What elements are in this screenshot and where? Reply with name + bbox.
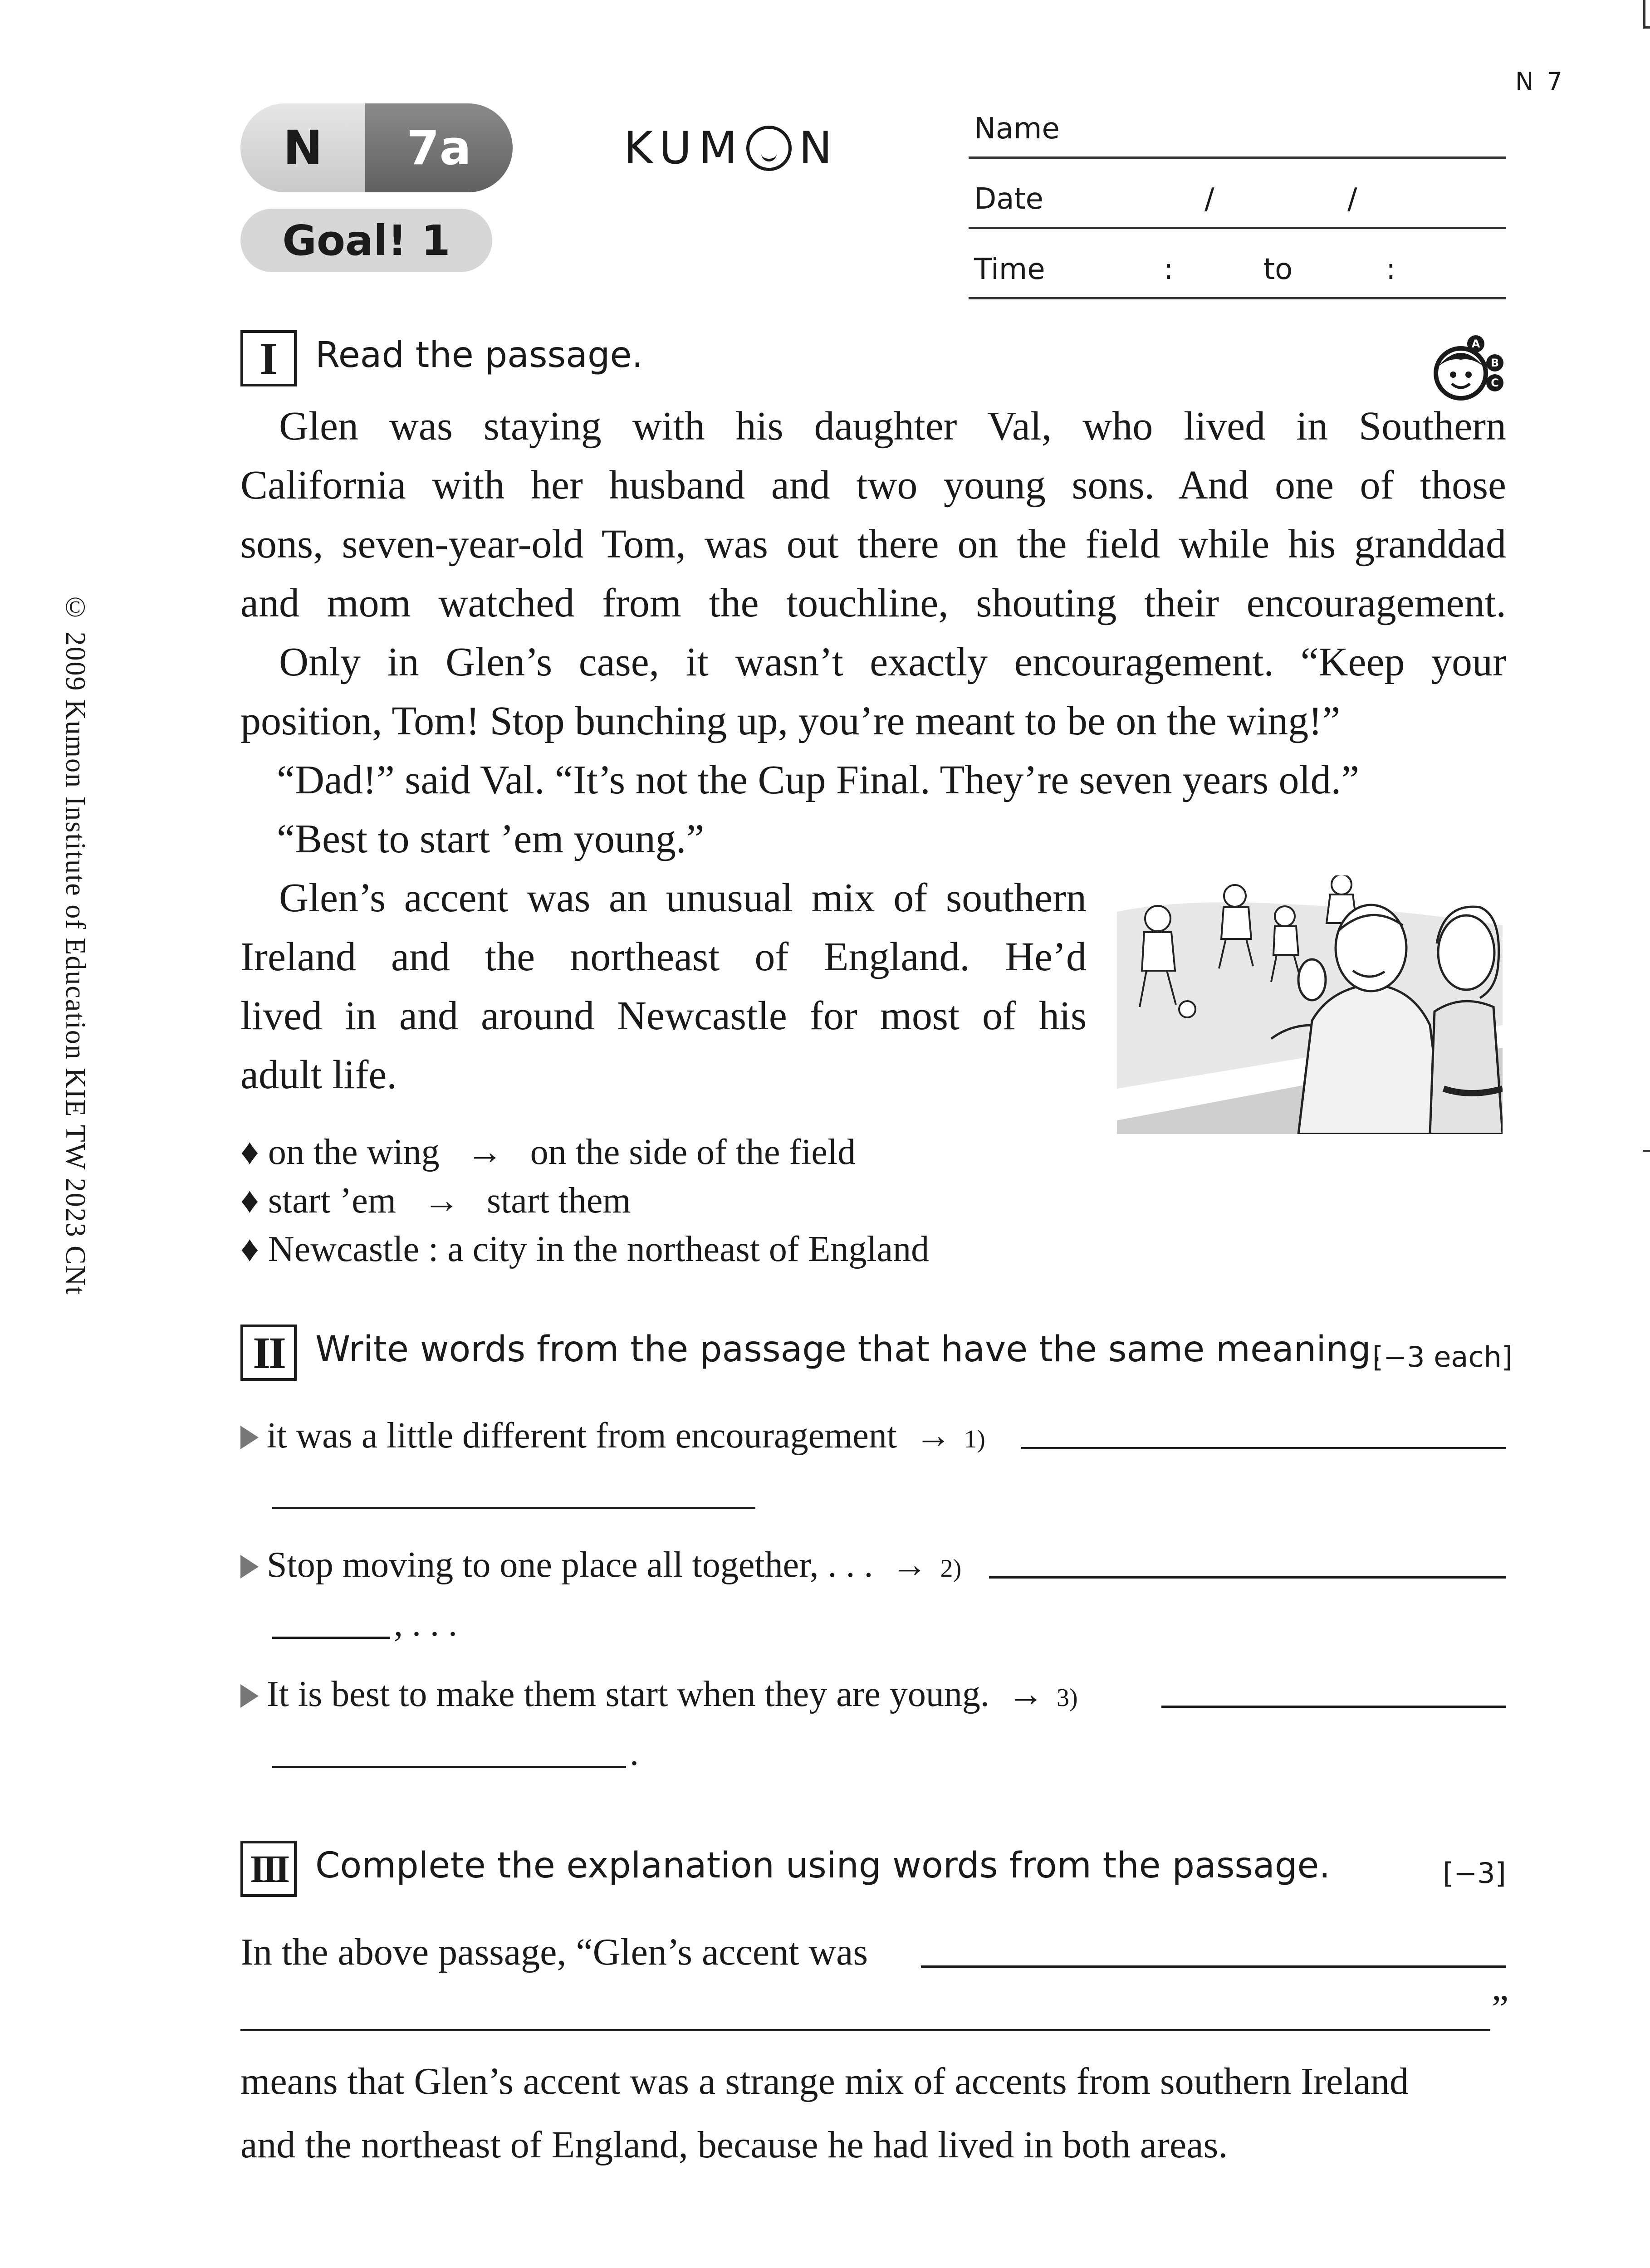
triangle-bullet-icon <box>240 1684 259 1708</box>
answer-number: 1) <box>964 1425 985 1453</box>
section-3-number: III <box>240 1841 297 1897</box>
explanation-blank-a[interactable] <box>921 1965 1506 1968</box>
diamond-bullet-icon: ♦ <box>240 1181 268 1221</box>
passage-line: lived in and around Newcastle for most of his <box>240 993 1087 1038</box>
answer-2-blank-b[interactable] <box>272 1637 390 1639</box>
logo-text-n: N <box>798 122 840 174</box>
icon-letter-a: A <box>1471 337 1480 350</box>
date-field[interactable] <box>969 161 1506 229</box>
glossary-term: on the wing <box>268 1132 440 1172</box>
copyright-notice: © 2009 Kumon Institute of Education KIE TW 2023 CNt <box>60 592 91 1295</box>
edge-mark-top-foot <box>1643 26 1650 29</box>
time-colon: : <box>1164 253 1174 286</box>
section-1-number: I <box>240 330 297 386</box>
passage-line: and mom watched from the touchline, shouting their encouragement. <box>240 581 1506 626</box>
explanation-line: and the northeast of England, because he had lived in both areas. <box>240 2124 1228 2166</box>
question-1-text: it was a little different from encouragement <box>267 1416 897 1456</box>
section-2-title: Write words from the passage that have the same meaning. <box>315 1329 1382 1370</box>
glossary-item <box>240 1180 631 1222</box>
answer-2-tail: , . . . <box>394 1604 457 1644</box>
explanation-line: means that Glen’s accent was a strange mix of accents from southern Ireland <box>240 2060 1409 2102</box>
name-label: Name <box>974 112 1060 146</box>
section-3-points: [−3] <box>1443 1857 1506 1890</box>
soccer-spectators-illustration <box>1117 875 1503 1134</box>
glossary-item <box>240 1132 856 1173</box>
arrow-icon: → <box>1007 1674 1044 1714</box>
diamond-bullet-icon: ♦ <box>240 1132 268 1172</box>
level-number: 7a <box>365 103 513 192</box>
answer-3-blank-a[interactable] <box>1161 1706 1506 1708</box>
passage-line: Ireland and the northeast of England. He’d <box>240 934 1087 979</box>
logo-text-kum: KUM <box>624 122 744 174</box>
glossary-term: Newcastle : a city in the northeast of England <box>268 1229 930 1269</box>
passage-line: Glen was staying with his daughter Val, who lived in Southern <box>279 404 1506 449</box>
glossary-term: start ’em <box>268 1181 396 1221</box>
date-separator: / <box>1347 182 1357 216</box>
passage-line: California with her husband and two young sons. And one of those <box>240 463 1506 508</box>
question-3-text: It is best to make them start when they are young. <box>267 1674 989 1714</box>
goal-badge: Goal! 1 <box>240 209 492 272</box>
kumon-logo <box>624 119 839 178</box>
answer-2-blank-a[interactable] <box>989 1576 1506 1579</box>
passage-line: Glen’s accent was an unusual mix of southern <box>279 875 1087 920</box>
answer-number: 3) <box>1056 1684 1078 1712</box>
glossary-meaning: start them <box>486 1181 631 1221</box>
arrow-icon: → <box>915 1416 952 1456</box>
icon-letter-b: B <box>1490 357 1499 369</box>
arrow-icon: → <box>423 1181 460 1221</box>
passage-line: “Best to start ’em young.” <box>277 816 705 861</box>
time-label: Time <box>974 253 1045 286</box>
section-3-title: Complete the explanation using words from the passage. <box>315 1845 1331 1886</box>
time-field[interactable] <box>969 231 1506 299</box>
section-1-title: Read the passage. <box>315 335 643 376</box>
time-to-label: to <box>1263 253 1293 286</box>
question-1 <box>240 1415 985 1457</box>
answer-3-tail: . <box>630 1733 639 1773</box>
logo-face-icon <box>746 126 792 171</box>
answer-3-blank-b[interactable] <box>272 1766 626 1768</box>
edge-mark-mid <box>1643 1150 1650 1152</box>
icon-letter-c: C <box>1491 376 1499 389</box>
triangle-bullet-icon <box>240 1555 259 1579</box>
abc-face-icon <box>1427 335 1508 403</box>
name-field[interactable] <box>969 91 1506 159</box>
question-2 <box>240 1545 961 1586</box>
passage-line: position, Tom! Stop bunching up, you’re meant to be on the wing!” <box>240 699 1341 743</box>
close-quote: ” <box>1492 1988 1509 2030</box>
triangle-bullet-icon <box>240 1426 259 1449</box>
glossary-item <box>240 1229 929 1270</box>
date-label: Date <box>974 182 1043 216</box>
time-colon: : <box>1386 253 1396 286</box>
explanation-lead: In the above passage, “Glen’s accent was <box>240 1931 868 1973</box>
question-3 <box>240 1674 1078 1715</box>
glossary-meaning: on the side of the field <box>530 1132 856 1172</box>
level-badge <box>240 103 513 192</box>
arrow-icon: → <box>466 1132 503 1172</box>
passage-line: sons, seven-year-old Tom, was out there on the field while his granddad <box>240 522 1506 567</box>
section-2-points: [−3 each] <box>1372 1340 1513 1374</box>
edge-mark-top <box>1643 0 1645 27</box>
answer-number: 2) <box>940 1554 962 1583</box>
arrow-icon: → <box>891 1545 928 1585</box>
page-code: N 7 <box>1515 67 1565 96</box>
level-letter: N <box>240 103 365 192</box>
passage-line: “Dad!” said Val. “It’s not the Cup Final. They’re seven years old.” <box>277 758 1360 802</box>
passage-line: Only in Glen’s case, it wasn’t exactly encouragement. “Keep your <box>279 640 1506 684</box>
passage-line: adult life. <box>240 1052 397 1097</box>
diamond-bullet-icon: ♦ <box>240 1229 268 1269</box>
answer-1-blank-a[interactable] <box>1021 1447 1506 1449</box>
question-2-text: Stop moving to one place all together, . . . <box>267 1545 873 1585</box>
date-separator: / <box>1204 182 1214 216</box>
answer-1-blank-b[interactable] <box>272 1507 755 1509</box>
explanation-blank-b[interactable] <box>240 2029 1490 2031</box>
section-2-number: II <box>240 1325 297 1381</box>
